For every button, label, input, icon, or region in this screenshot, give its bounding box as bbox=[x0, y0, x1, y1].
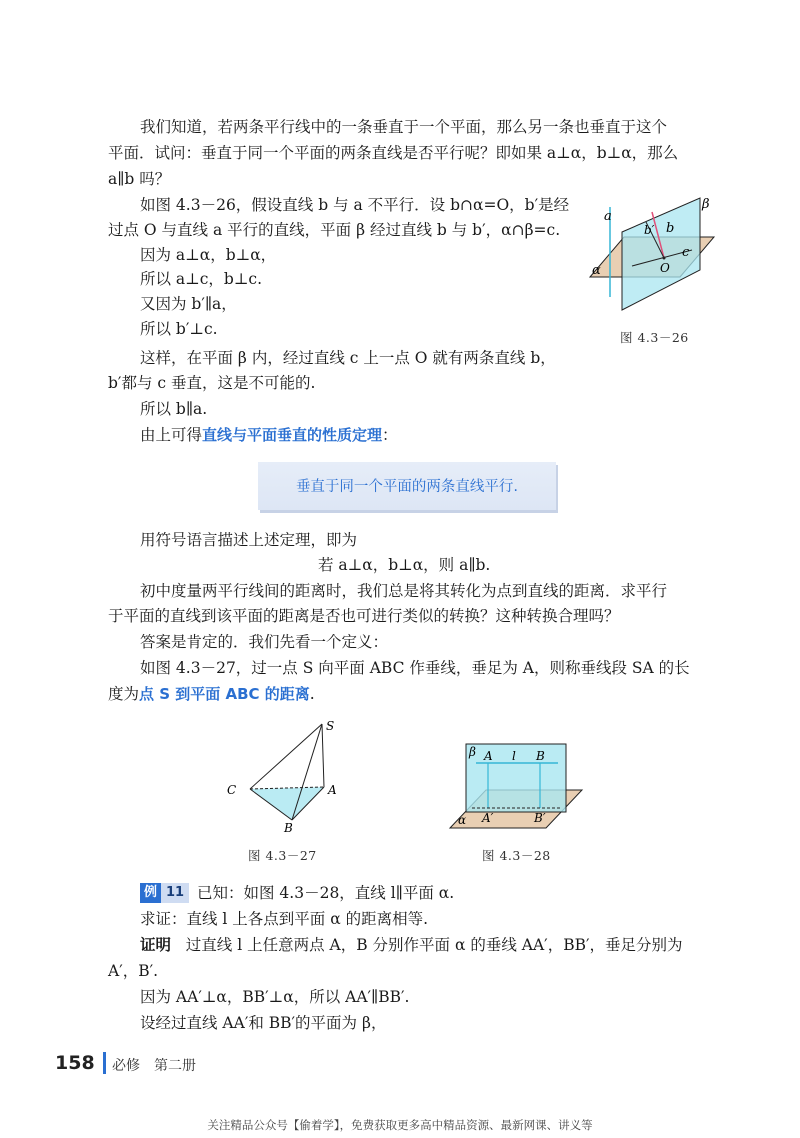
formula-line: 若 a⊥α，b⊥α，则 a∥b. bbox=[318, 556, 491, 574]
text-line: 又因为 b′∥a， bbox=[140, 295, 237, 313]
text-line: 于平面的直线到该平面的距离是否也可进行类似的转换？这种转换合理吗？ bbox=[108, 607, 620, 625]
text-line: 平面．试问：垂直于同一个平面的两条直线是否平行呢？即如果 a⊥α，b⊥α，那么 bbox=[108, 144, 679, 162]
page-number: 158 bbox=[55, 1052, 95, 1074]
figure-caption: 图 4.3－28 bbox=[482, 848, 551, 863]
example-badge bbox=[140, 883, 189, 903]
theorem-text: 垂直于同一个平面的两条直线平行. bbox=[295, 479, 519, 495]
label-l: l bbox=[512, 749, 516, 763]
text-line: A′，B′. bbox=[108, 962, 159, 980]
label-A: A bbox=[328, 783, 337, 797]
label-O: O bbox=[660, 261, 670, 275]
label-B-prime: B′ bbox=[534, 811, 546, 825]
label-alpha: α bbox=[592, 263, 601, 278]
figure-4-3-26 bbox=[582, 192, 722, 317]
text-line: 这样，在平面 β 内，经过直线 c 上一点 O 就有两条直线 b， bbox=[140, 349, 556, 367]
label-beta: β bbox=[702, 197, 710, 212]
text-line bbox=[108, 683, 315, 705]
text-line: 已知：如图 4.3－28，直线 l∥平面 α. bbox=[197, 884, 455, 902]
label-S: S bbox=[326, 719, 335, 733]
text-line: 如图 4.3－26，假设直线 b 与 a 不平行．设 b∩α=O，b′是经 bbox=[140, 196, 570, 214]
theorem-name: 直线与平面垂直的性质定理 bbox=[202, 426, 383, 444]
label-A-prime: A′ bbox=[482, 811, 494, 825]
text-line: 所以 b′⊥c. bbox=[140, 320, 218, 338]
text-span: 度为 bbox=[108, 685, 140, 703]
text-line: 因为 AA′⊥α，BB′⊥α，所以 AA′∥BB′. bbox=[140, 988, 410, 1006]
text-span: 由上可得 bbox=[140, 426, 203, 444]
text-line bbox=[140, 934, 683, 956]
plane-beta bbox=[466, 744, 566, 812]
text-span: . bbox=[309, 685, 315, 703]
proof-label: 证明 bbox=[140, 936, 172, 954]
label-beta: β bbox=[469, 745, 476, 759]
text-line: 求证：直线 l 上各点到平面 α 的距离相等. bbox=[140, 910, 429, 928]
footer-note: 关注精品公众号【偷着学】，免费获取更多高中精品资源、最新网课、讲义等 bbox=[207, 1118, 593, 1132]
theorem-box bbox=[258, 462, 556, 510]
text-line: 如图 4.3－27，过一点 S 向平面 ABC 作垂线，垂足为 A，则称垂线段 SA 的长 bbox=[140, 659, 690, 677]
text-line: 因为 a⊥α，b⊥α， bbox=[140, 246, 277, 264]
label-A: A bbox=[484, 749, 493, 763]
text-line: 答案是肯定的．我们先看一个定义： bbox=[140, 633, 389, 651]
label-alpha: α bbox=[458, 813, 467, 827]
example-badge-word: 例 bbox=[140, 883, 161, 903]
label-a: a bbox=[604, 209, 612, 224]
text-span: ： bbox=[382, 426, 398, 444]
text-line bbox=[140, 424, 398, 446]
example-badge-number: 11 bbox=[161, 883, 189, 903]
figure-caption: 图 4.3－27 bbox=[248, 848, 317, 863]
text-line: 初中度量两平行线间的距离时，我们总是将其转化为点到直线的距离．求平行 bbox=[140, 582, 668, 600]
page-divider bbox=[103, 1052, 106, 1074]
plane-ABC bbox=[250, 787, 324, 820]
book-title: 必修 第二册 bbox=[112, 1058, 196, 1074]
label-B: B bbox=[284, 821, 293, 834]
definition-term: 点 S 到平面 ABC 的距离 bbox=[139, 685, 310, 703]
text-line: b′都与 c 垂直，这是不可能的. bbox=[108, 374, 316, 392]
edge-SC bbox=[250, 724, 322, 789]
label-B: B bbox=[536, 749, 545, 763]
figure-4-3-28 bbox=[448, 740, 584, 835]
text-line: 我们知道，若两条平行线中的一条垂直于一个平面，那么另一条也垂直于这个 bbox=[140, 118, 668, 136]
text-line: 过点 O 与直线 a 平行的直线，平面 β 经过直线 b 与 b′，α∩β=c. bbox=[108, 221, 561, 239]
figure-caption: 图 4.3－26 bbox=[620, 330, 689, 345]
text-line: a∥b 吗？ bbox=[108, 170, 171, 188]
label-b: b bbox=[666, 221, 675, 236]
edge-SA bbox=[322, 724, 324, 787]
edge-SB bbox=[292, 724, 322, 820]
label-C: C bbox=[227, 783, 237, 797]
point-O bbox=[663, 257, 666, 260]
text-line: 所以 a⊥c，b⊥c. bbox=[140, 270, 263, 288]
text-line: 用符号语言描述上述定理，即为 bbox=[140, 531, 358, 549]
label-b-prime: b′ bbox=[644, 223, 655, 237]
text-line: 设经过直线 AA′和 BB′的平面为 β， bbox=[140, 1014, 387, 1032]
label-c: c bbox=[682, 245, 690, 260]
text-span: 过直线 l 上任意两点 A，B 分别作平面 α 的垂线 AA′，BB′，垂足分别为 bbox=[185, 936, 683, 954]
figure-4-3-27 bbox=[222, 716, 352, 834]
text-line: 所以 b∥a. bbox=[140, 400, 208, 418]
